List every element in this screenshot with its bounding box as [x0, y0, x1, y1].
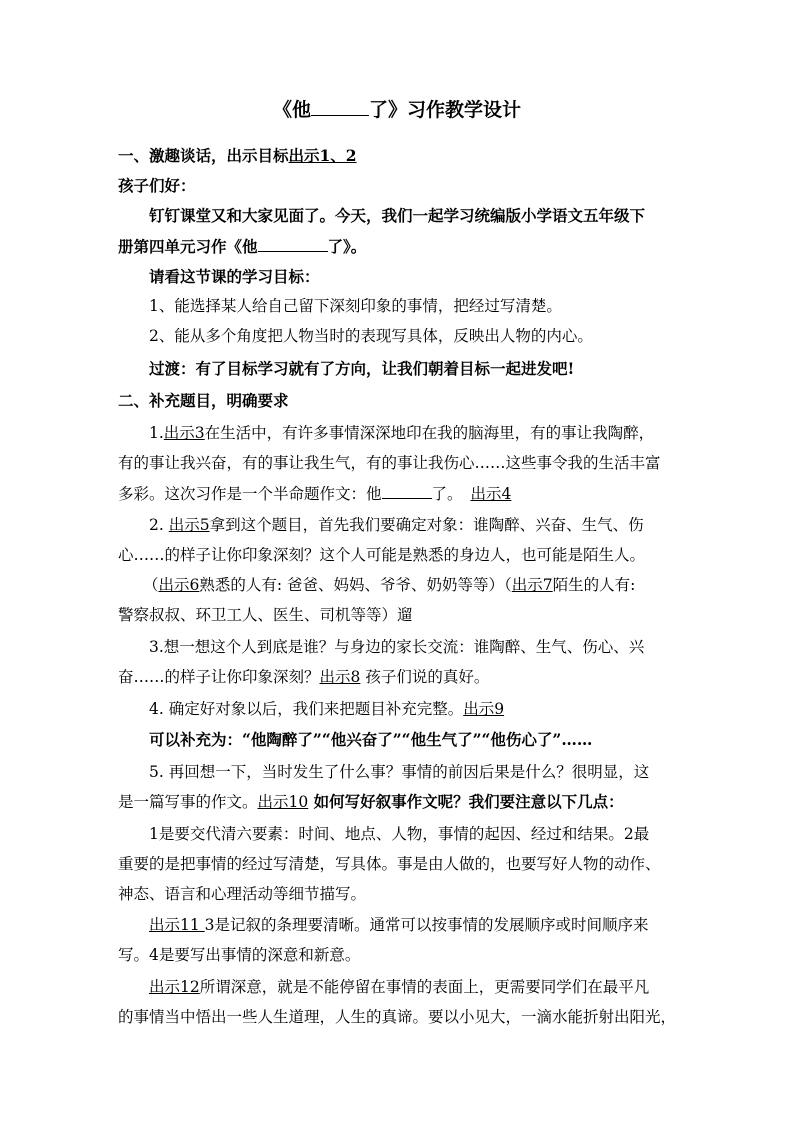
slide-12-line: 出示12所谓深意，就是不能停留在事情的表面上，更需要同学们在最平凡 — [149, 978, 650, 996]
slide-ref: 出示4 — [470, 485, 512, 503]
section-one-heading: 一、激趣谈话，出示目标出示1、2 — [118, 146, 357, 165]
slide-ref: 出示8 — [319, 668, 361, 686]
slide-11-line: 写。4是要写出事情的深意和新意。 — [118, 946, 361, 964]
item-1-line: 有的事让我兴奋，有的事让我生气，有的事让我伤心……这些事令我的生活丰富 — [118, 454, 661, 472]
goal-item: 1、能选择某人给自己留下深刻印象的事情，把经过写清楚。 — [149, 297, 562, 315]
title-blank — [311, 97, 369, 116]
intro-paragraph-line: 册第四单元习作《他 了》。 — [118, 233, 366, 260]
slide-ref: 出示12 — [149, 978, 200, 996]
item-1-line: 多彩。这次习作是一个半命题作文：他 了。 出示4 — [118, 480, 511, 507]
slide-ref: 出示11 — [149, 916, 205, 934]
title-prefix: 《他 — [272, 99, 311, 121]
item-5-line: 5. 再回想一下，当时发生了什么事？事情的前因后果是什么？很明显，这 — [149, 763, 650, 781]
slide-ref: 出示9 — [463, 700, 505, 718]
slide-ref: 出示6 — [158, 576, 200, 594]
blank-line — [258, 233, 328, 252]
points-line: 1是要交代清六要素：时间、地点、人物，事情的起因、经过和结果。2最 — [149, 825, 650, 843]
blank-line — [382, 480, 432, 499]
slide-ref: 出示3 — [163, 424, 205, 442]
greeting: 孩子们好： — [118, 176, 196, 195]
item-3-line: 奋……的样子让你印象深刻？出示8 孩子们说的真好。 — [118, 668, 490, 686]
transition-text: 过渡：有了目标学习就有了方向，让我们朝着目标一起进发吧! — [149, 359, 575, 378]
slide-11-line: 出示11 3是记叙的条理要清晰。通常可以按事情的发展顺序或时间顺序来 — [149, 916, 649, 934]
item-5-line: 是一篇写事的作文。出示10 如何写好叙事作文呢？我们要注意以下几点： — [118, 792, 624, 811]
slide-ref: 出示7 — [511, 576, 553, 594]
points-line: 重要的是把事情的经过写清楚，写具体。事是由人做的，也要写好人物的动作、 — [118, 855, 661, 873]
slide-ref: 出示1、2 — [288, 146, 357, 165]
item-1-line: 1.出示3在生活中，有许多事情深深地印在我的脑海里，有的事让我陶醉， — [149, 424, 655, 442]
document-title — [0, 96, 794, 124]
supplement-text: 可以补充为：“他陶醉了”“他兴奋了”“他生气了”“他伤心了”…… — [149, 730, 593, 749]
examples-line: 警察叔叔、环卫工人、医生、司机等等）遛 — [118, 606, 413, 624]
points-line: 神态、语言和心理活动等细节描写。 — [118, 885, 367, 903]
section-two-heading: 二、补充题目，明确要求 — [118, 391, 289, 410]
title-suffix: 了》习作教学设计 — [369, 99, 522, 121]
slide-ref: 出示10 — [257, 793, 309, 811]
slide-12-line: 的事情当中悟出一些人生道理，人生的真谛。要以小见大，一滴水能折射出阳光， — [118, 1008, 677, 1026]
goals-intro: 请看这节课的学习目标： — [149, 267, 320, 286]
intro-paragraph-line: 钉钉课堂又和大家见面了。今天，我们一起学习统编版小学语文五年级下 — [149, 206, 646, 225]
item-4-line: 4. 确定好对象以后，我们来把题目补充完整。出示9 — [149, 700, 505, 718]
item-2-line: 心……的样子让你印象深刻？这个人可能是熟悉的身边人，也可能是陌生人。 — [118, 546, 646, 564]
examples-line: （出示6熟悉的人有: 爸爸、妈妈、爷爷、奶奶等等）（出示7陌生的人有: — [143, 576, 636, 594]
slide-ref: 出示5 — [168, 516, 210, 534]
item-2-line: 2. 出示5拿到这个题目，首先我们要确定对象：谁陶醉、兴奋、生气、伤 — [149, 516, 644, 534]
item-3-line: 3.想一想这个人到底是谁？与身边的家长交流：谁陶醉、生气、伤心、兴 — [149, 638, 645, 656]
goal-item: 2、能从多个角度把人物当时的表现写具体，反映出人物的内心。 — [149, 327, 593, 345]
